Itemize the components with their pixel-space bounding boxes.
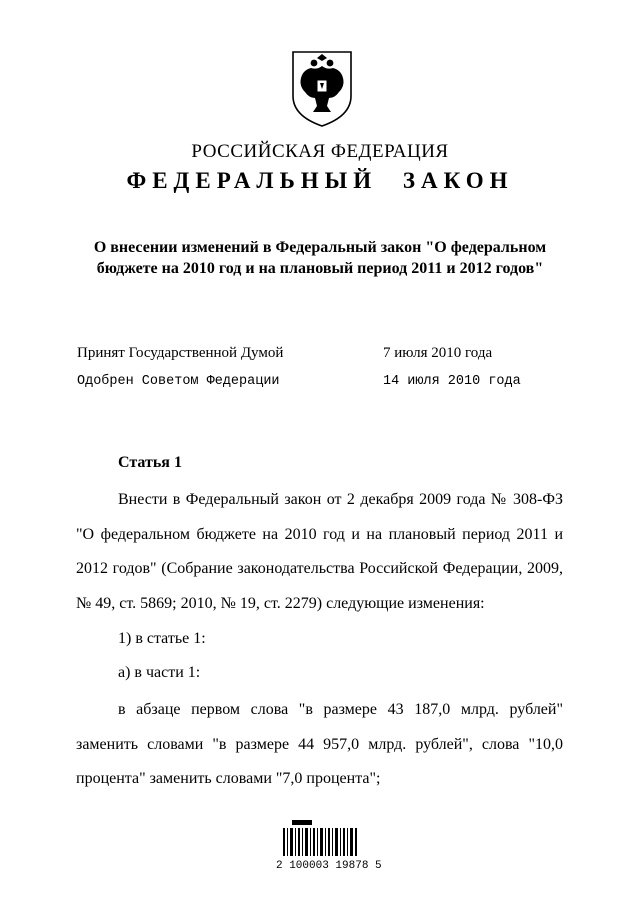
- law-title: [40, 237, 600, 279]
- country-name: РОССИЙСКАЯ ФЕДЕРАЦИЯ: [191, 141, 449, 162]
- duma-adoption-date: 7 июля 2010 года: [383, 345, 493, 361]
- document-type: ФЕДЕРАЛЬНЫЙ ЗАКОН: [126, 168, 514, 193]
- article-intro-paragraph: Внести в Федеральный закон от 2 декабря 2009 года № 308-ФЗ "О федеральном бюджете на 2010 год и на плановый период 2011 и 2012 годов" (Собрание законодательства Российской Федерации, 2009, № 49, ст. 5869; 2010, № 19, ст. 2279) следующие изменения:: [76, 491, 563, 612]
- duma-adoption-label: Принят Государственной Думой: [77, 345, 284, 361]
- item-1a: а) в части 1:: [118, 664, 201, 681]
- article-heading: Статья 1: [118, 454, 182, 471]
- council-approval-label: Одобрен Советом Федерации: [77, 374, 280, 389]
- barcode: [282, 820, 360, 862]
- law-title-line-2: бюджете на 2010 год и на плановый период 2011 и 2012 годов": [96, 260, 544, 277]
- law-title-line-1: О внесении изменений в Федеральный закон "О федеральном: [93, 239, 547, 256]
- coat-of-arms-emblem: [287, 48, 357, 128]
- change-paragraph: в абзаце первом слова "в размере 43 187,0 млрд. рублей" заменить словами "в размере 44 957,0 млрд. рублей", слова "10,0 процента" заменить словами "7,0 процента";: [76, 701, 563, 787]
- item-1: 1) в статье 1:: [118, 630, 206, 647]
- barcode-number: 2 100003 19878 5: [276, 860, 382, 872]
- council-approval-date: 14 июля 2010 года: [383, 374, 521, 389]
